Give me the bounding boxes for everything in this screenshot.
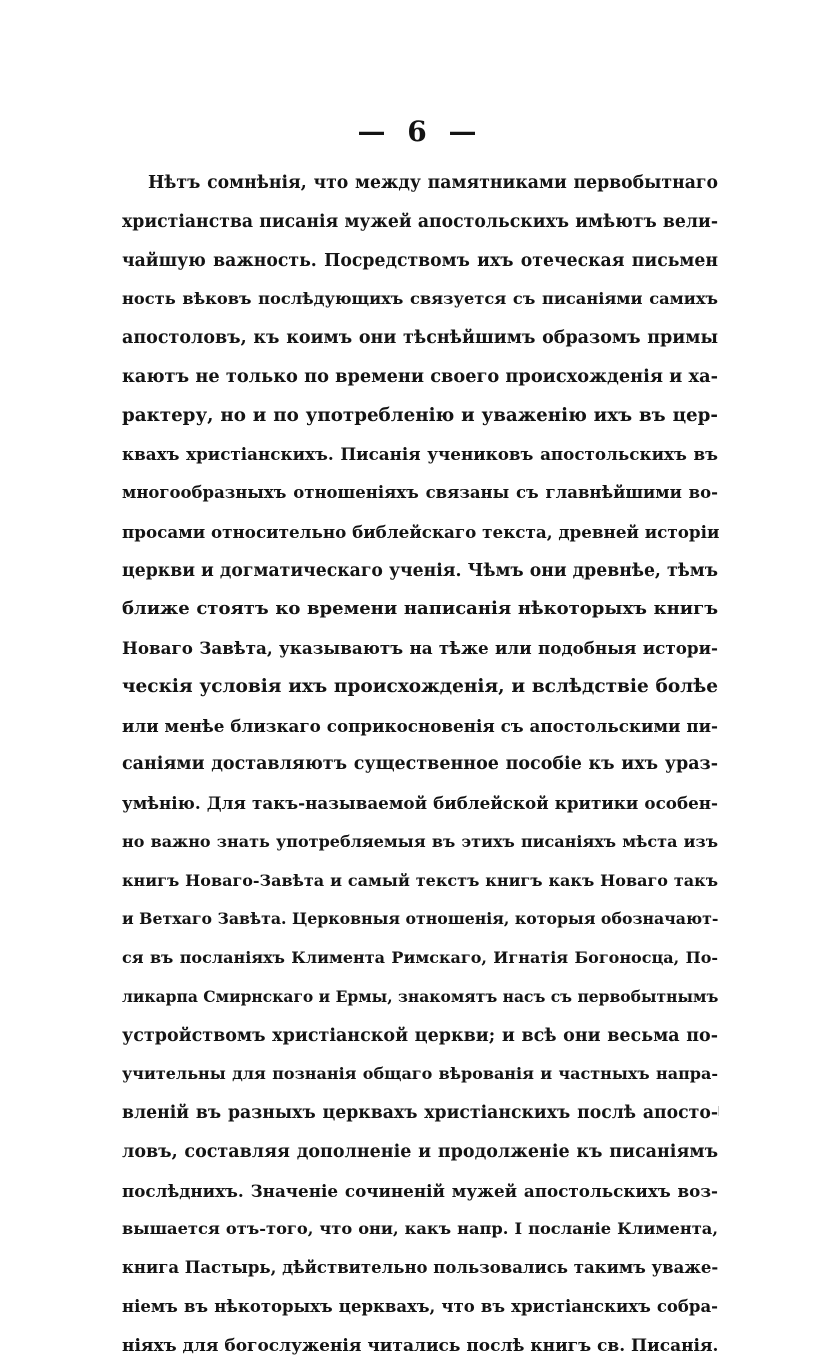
text-line: ніемъ въ нѣкоторыхъ церквахъ, что въ христіанскихъ собра- <box>122 1288 718 1327</box>
text-line: просами относительно библейскаго текста, древней исторіи <box>122 513 718 552</box>
text-line: ніяхъ для богослуженія читались послѣ книгъ св. Писанія. <box>122 1327 718 1365</box>
text-line: и Ветхаго Завѣта. Церковныя отношенія, которыя обозначают- <box>122 900 718 939</box>
text-line: вышается отъ-того, что они, какъ напр. I посланіе Климента, <box>122 1210 718 1249</box>
text-line: чайшую важность. Посредствомъ ихъ отеческая письмен <box>122 242 718 281</box>
text-line: Новаго Завѣта, указываютъ на тѣже или подобныя истори- <box>122 629 718 668</box>
text-line: апостоловъ, къ коимъ они тѣснѣйшимъ образомъ примы <box>122 319 718 358</box>
text-line: или менѣе близкаго соприкосновенія съ апостольскими пи- <box>122 707 718 746</box>
text-line: но важно знать употребляемыя въ этихъ писаніяхъ мѣста изъ <box>122 823 718 862</box>
text-line: церкви и догматическаго ученія. Чѣмъ они древнѣе, тѣмъ <box>122 552 718 591</box>
text-line: ближе стоятъ ко времени написанія нѣкоторыхъ книгъ <box>122 590 718 629</box>
text-line: книгъ Новаго-Завѣта и самый текстъ книгъ какъ Новаго такъ <box>122 862 718 901</box>
text-line: вленій въ разныхъ церквахъ христіанскихъ послѣ апосто- <box>122 1094 718 1133</box>
text-line: ловъ, составляя дополненіе и продолженіе къ писаніямъ <box>122 1133 718 1172</box>
text-line: Нѣтъ сомнѣнія, что между памятниками первобытнаго <box>122 164 718 203</box>
text-line: учительны для познанія общаго вѣрованія и частныхъ напра- <box>122 1055 718 1094</box>
body-text <box>122 164 718 1365</box>
text-line: каютъ не только по времени своего происхожденія и ха- <box>122 358 718 397</box>
text-line: ческія условія ихъ происхожденія, и вслѣдствіе болѣе <box>122 668 718 707</box>
page-number: — 6 — <box>0 116 840 148</box>
text-line: рактеру, но и по употребленію и уваженію ихъ въ цер- <box>122 397 718 436</box>
margin-mark <box>718 1106 719 1116</box>
text-line: ликарпа Смирнскаго и Ермы, знакомятъ насъ съ первобытнымъ <box>122 978 718 1017</box>
text-line: послѣднихъ. Значеніе сочиненій мужей апостольскихъ воз- <box>122 1172 718 1211</box>
text-line: многообразныхъ отношеніяхъ связаны съ главнѣйшими во- <box>122 474 718 513</box>
text-line: саніями доставляютъ существенное пособіе къ ихъ ураз- <box>122 745 718 784</box>
text-line: ся въ посланіяхъ Климента Римскаго, Игнатія Богоносца, По- <box>122 939 718 978</box>
text-line: квахъ христіанскихъ. Писанія учениковъ апостольскихъ въ <box>122 435 718 474</box>
text-line: ность вѣковъ послѣдующихъ связуется съ писаніями самихъ <box>122 280 718 319</box>
text-line: умѣнію. Для такъ-называемой библейской критики особен- <box>122 784 718 823</box>
text-line: христіанства писанія мужей апостольскихъ имѣютъ вели- <box>122 203 718 242</box>
text-line: устройствомъ христіанской церкви; и всѣ они весьма по- <box>122 1017 718 1056</box>
text-line: книга Пастырь, дѣйствительно пользовались такимъ уваже- <box>122 1249 718 1288</box>
